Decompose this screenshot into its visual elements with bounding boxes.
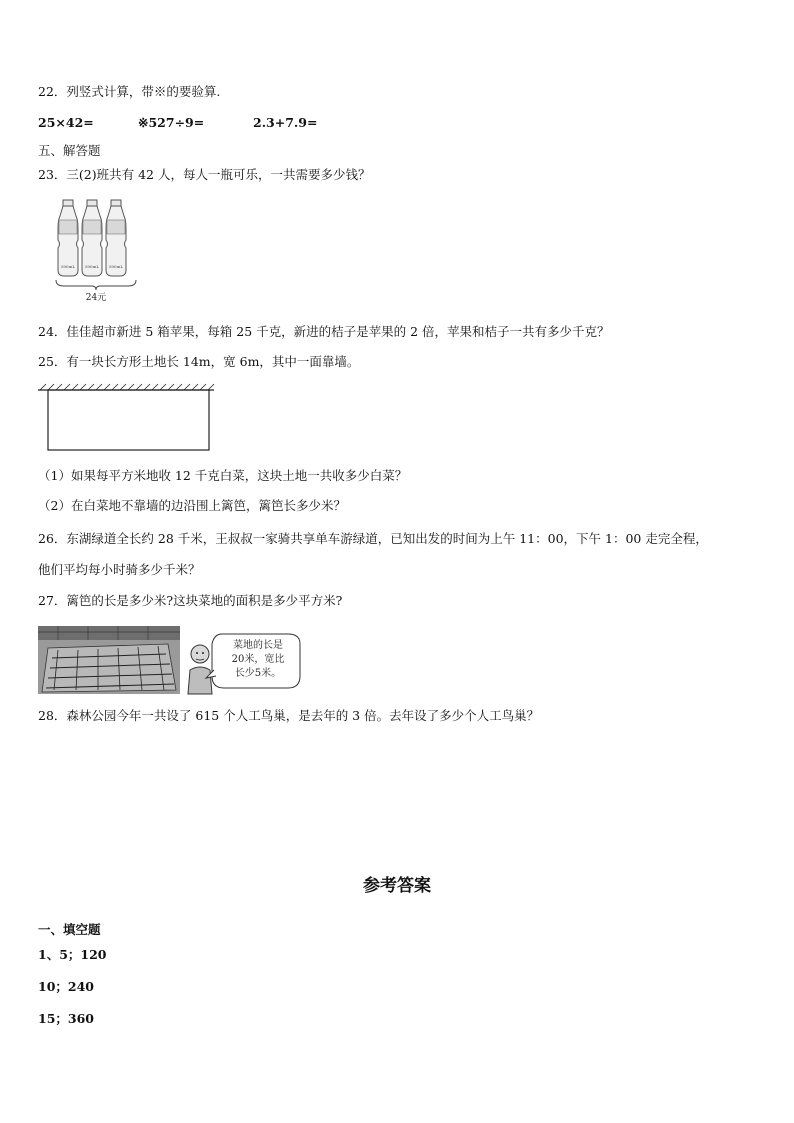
bottles-price-label: 24元 <box>85 293 107 303</box>
vegetable-field-photo <box>38 626 180 694</box>
answer-1: 1、5；120 <box>38 947 107 962</box>
price-brace <box>56 280 136 290</box>
q23-text: 23．三(2)班共有 42 人，每人一瓶可乐，一共需要多少钱？ <box>38 167 371 182</box>
answer-2: 10；240 <box>38 979 94 994</box>
q27-text: 27．篱笆的长是多少米?这块菜地的面积是多少平方米? <box>38 593 343 608</box>
q26-line-2: 他们平均每小时骑多少千米？ <box>38 562 201 577</box>
bottle-3 <box>106 200 126 276</box>
answers-section-1: 一、填空题 <box>38 922 101 937</box>
bubble-line-2: 20米，宽比 <box>231 654 285 665</box>
field-against-wall-diagram <box>38 382 228 454</box>
bubble-line-1: 菜地的长是 <box>233 640 283 651</box>
svg-text:500mL: 500mL <box>108 264 124 269</box>
q26-line-1: 26．东湖绿道全长约 28 千米，王叔叔一家骑共享单车游绿道，已知出发的时间为上午 11：00，下午 1：00 走完全程， <box>38 531 708 546</box>
q28-text: 28．森林公园今年一共设了 615 个人工鸟巢，是去年的 3 倍。去年设了多少个人工鸟巢？ <box>38 708 540 723</box>
wall-hatching <box>40 384 214 390</box>
q25-sub-2: （2）在白菜地不靠墙的边沿围上篱笆，篱笆长多少米？ <box>38 498 346 513</box>
q25-sub-1: （1）如果每平方米地收 12 千克白菜，这块土地一共收多少白菜？ <box>38 468 408 483</box>
bubble-line-3: 长少5米。 <box>234 668 282 679</box>
q22-expr-2: ※527÷9= <box>138 115 205 130</box>
svg-text:500mL: 500mL <box>84 264 100 269</box>
bottle-1 <box>58 200 78 276</box>
q22-expr-1: 25×42= <box>38 115 94 130</box>
answers-title: 参考答案 <box>363 876 431 896</box>
section-5-heading: 五、解答题 <box>38 143 101 158</box>
bottle-2 <box>82 200 102 276</box>
q25-text: 25．有一块长方形土地长 14m，宽 6m，其中一面靠墙。 <box>38 354 360 369</box>
q24-text: 24．佳佳超市新进 5 箱苹果，每箱 25 千克，新进的桔子是苹果的 2 倍，苹果和桔子一共有多少千克？ <box>38 324 610 339</box>
bottles-illustration <box>50 198 150 308</box>
answer-3: 15；360 <box>38 1011 94 1026</box>
svg-text:500mL: 500mL <box>60 264 76 269</box>
speech-bubble <box>204 630 304 694</box>
q22-expr-3: 2.3+7.9= <box>253 115 318 130</box>
q22-text: 22．列竖式计算，带※的要验算. <box>38 84 221 99</box>
field-rectangle <box>48 390 209 450</box>
